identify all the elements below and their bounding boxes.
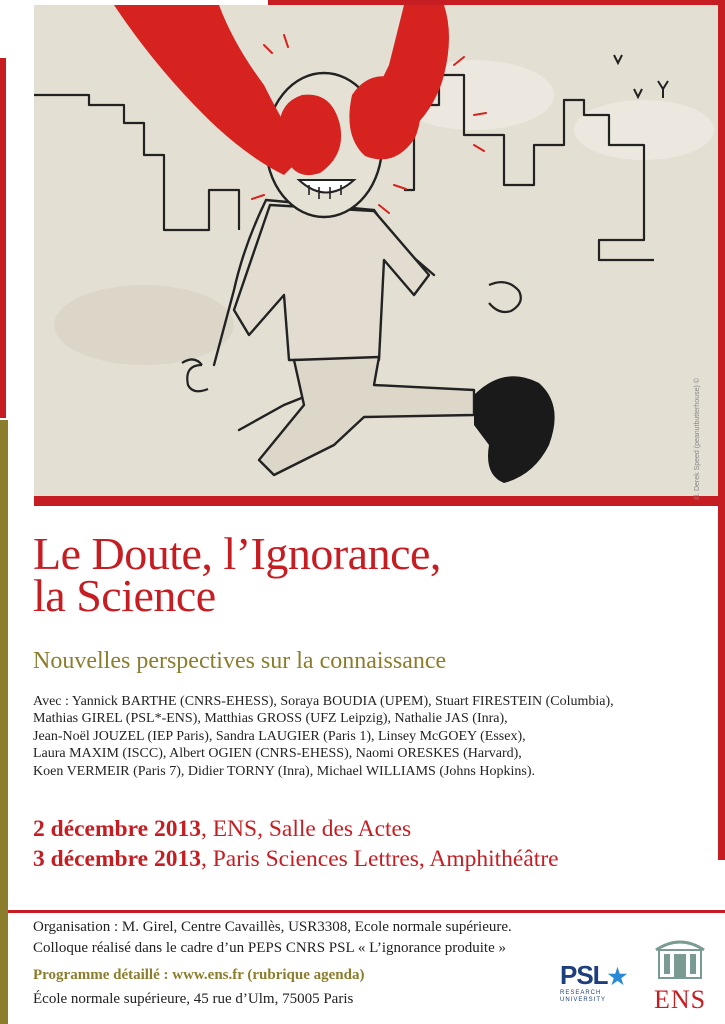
participants-line: Laura MAXIM (ISCC), Albert OGIEN (CNRS-EHESS), Naomi ORESKES (Harvard), (33, 746, 522, 762)
ens-building-icon (653, 932, 707, 980)
event-date-1-day: 2 décembre 2013 (33, 816, 201, 842)
participants-list (33, 693, 713, 780)
participants-line: Mathias GIREL (PSL*-ENS), Matthias GROSS (UFZ Leipzig), Nathalie JAS (Inra), (33, 711, 508, 727)
star-icon: ★ (607, 964, 627, 989)
organisation-line: Colloque réalisé dans le cadre d’un PEPS CNRS PSL « L’ignorance produite » (33, 940, 506, 956)
address-text: École normale supérieure, 45 rue d’Ulm, 75005 Paris (33, 991, 354, 1007)
psl-subtitle-university: UNIVERSITY (560, 997, 607, 1003)
title-line-2: la Science (33, 570, 216, 621)
event-date-2 (33, 846, 559, 873)
poster-title (33, 528, 441, 621)
event-date-1-place: , ENS, Salle des Actes (200, 816, 412, 842)
participants-line: Avec : Yannick BARTHE (CNRS-EHESS), Soraya BOUDIA (UPEM), Stuart FIRESTEIN (Columbia), (33, 694, 614, 709)
ens-wordmark: ENS (653, 985, 707, 1014)
participants-line: Jean-Noël JOUZEL (IEP Paris), Sandra LAUGIER (Paris 1), Linsey McGOEY (Essex), (33, 728, 526, 744)
ens-logo (640, 932, 720, 1018)
frame-bar-right (718, 0, 725, 860)
title-line-1: Le Doute, l’Ignorance, (33, 528, 441, 579)
program-link-text: Programme détaillé : www.ens.fr (rubrique agenda) (33, 967, 365, 983)
photo-credit: Ill. Derek Speed (peanutbutterhouse) © (694, 378, 701, 500)
event-date-2-day: 3 décembre 2013 (33, 846, 201, 872)
frame-bar-left-olive (0, 420, 8, 1024)
psl-logo (560, 962, 628, 1012)
poster-subtitle: Nouvelles perspectives sur la connaissance (33, 648, 447, 674)
event-date-1 (33, 816, 411, 843)
organisation-info (33, 917, 512, 959)
psl-subtitle-research: RESEARCH (560, 990, 602, 996)
poster-illustration (34, 5, 718, 496)
psl-wordmark: PSL (560, 960, 608, 990)
frame-bar-middle (34, 496, 725, 506)
frame-bar-left (0, 58, 6, 418)
organisation-line: Organisation : M. Girel, Centre Cavaillès, USR3308, Ecole normale supérieure. (33, 919, 512, 935)
frame-bar-bottom (8, 910, 725, 913)
participants-line: Koen VERMEIR (Paris 7), Didier TORNY (Inra), Michael WILLIAMS (Johns Hopkins). (33, 763, 535, 779)
event-date-2-place: , Paris Sciences Lettres, Amphithéâtre (200, 846, 559, 872)
